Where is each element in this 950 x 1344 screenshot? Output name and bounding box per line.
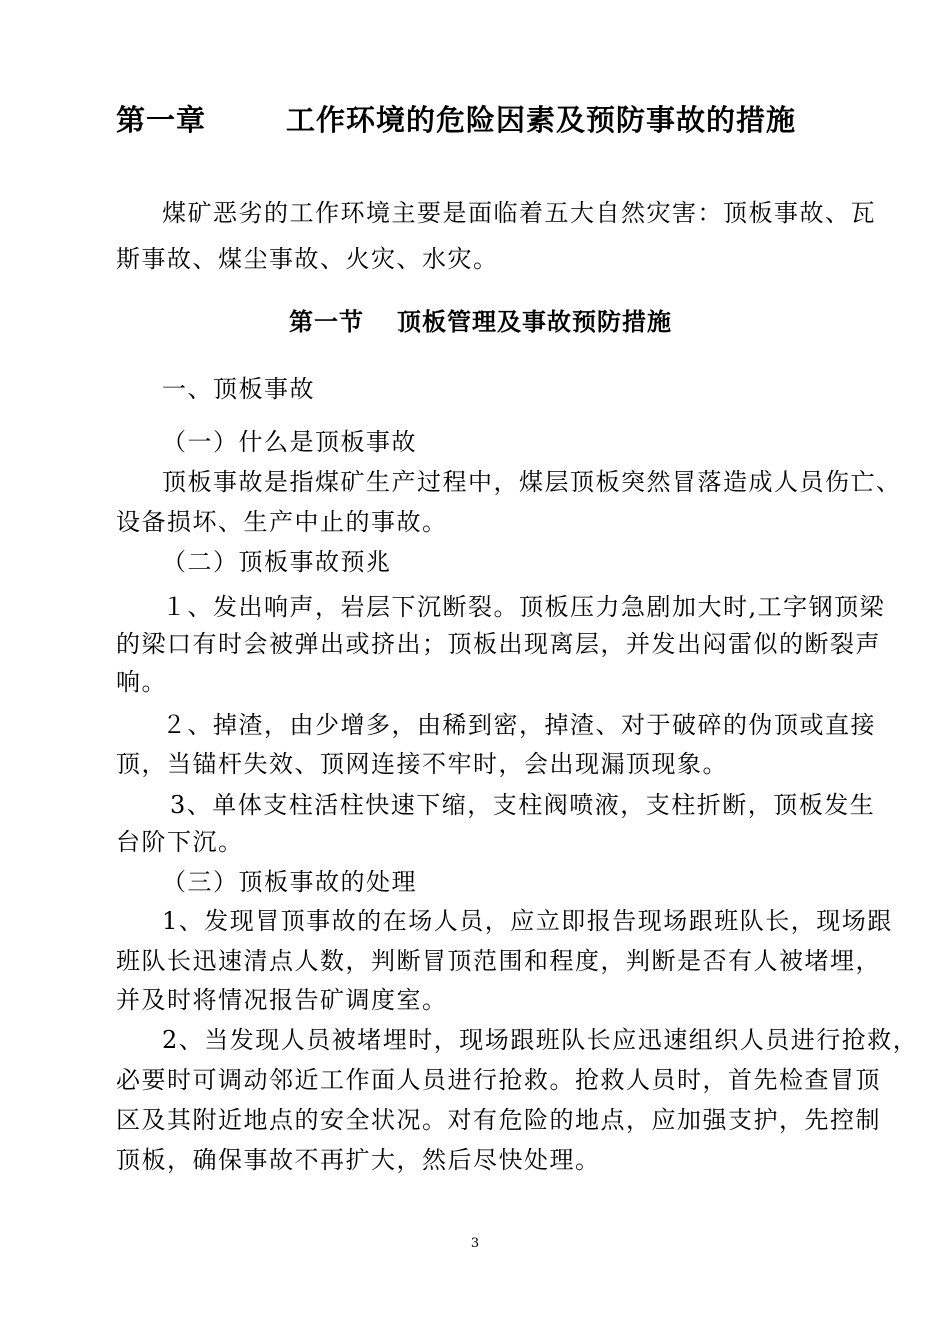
subheading-handling: （三）顶板事故的处理 xyxy=(162,868,417,896)
sign3-line-1: 3、单体支柱活柱快速下缩，支柱阀喷液，支柱折断，顶板发生 xyxy=(170,791,876,819)
chapter-title: 工作环境的危险因素及预防事故的措施 xyxy=(286,103,797,137)
heading-roof-accident: 一、顶板事故 xyxy=(162,375,315,403)
handling2-line-1: 2、当发现人员被堵埋时，现场跟班队长应迅速组织人员进行抢救， xyxy=(162,1026,919,1054)
sign1-line-2: 的梁口有时会被弹出或挤出；顶板出现离层，并发出闷雷似的断裂声 xyxy=(116,630,881,658)
handling2-line-2: 必要时可调动邻近工作面人员进行抢救。抢救人员时，首先检查冒顶 xyxy=(116,1066,881,1094)
subheading-what-is: （一）什么是顶板事故 xyxy=(162,428,417,456)
subheading-signs: （二）顶板事故预兆 xyxy=(162,548,392,576)
chapter-number: 第一章 xyxy=(116,103,207,137)
intro-line-2: 斯事故、煤尘事故、火灾、水灾。 xyxy=(116,245,499,273)
definition-line-1: 顶板事故是指煤矿生产过程中，煤层顶板突然冒落造成人员伤亡、 xyxy=(162,468,902,496)
sign2-line-2: 顶，当锚杆失效、顶网连接不牢时，会出现漏顶现象。 xyxy=(116,750,728,778)
definition-line-2: 设备损坏、生产中止的事故。 xyxy=(116,508,448,536)
sign2-line-1: ２、掉渣，由少增多，由稀到密，掉渣、对于破碎的伪顶或直接 xyxy=(162,711,876,739)
chapter-heading xyxy=(116,100,797,140)
handling2-line-4: 顶板，确保事故不再扩大，然后尽快处理。 xyxy=(116,1146,601,1174)
sign1-line-1: １、发出响声，岩层下沉断裂。顶板压力急剧加大时,工字钢顶梁 xyxy=(162,593,886,621)
section-title: 顶板管理及事故预防措施 xyxy=(397,307,672,336)
intro-line-1: 煤矿恶劣的工作环境主要是面临着五大自然灾害：顶板事故、瓦 xyxy=(162,199,876,227)
handling1-line-1: 1、发现冒顶事故的在场人员，应立即报告现场跟班队长，现场跟 xyxy=(162,907,893,935)
handling2-line-3: 区及其附近地点的安全状况。对有危险的地点，应加强支护，先控制 xyxy=(116,1106,881,1134)
sign1-line-3: 响。 xyxy=(116,668,167,696)
section-number: 第一节 xyxy=(289,307,364,336)
handling1-line-2: 班队长迅速清点人数，判断冒顶范围和程度，判断是否有人被堵埋， xyxy=(116,947,881,975)
page-number: 3 xyxy=(470,1236,480,1251)
sign3-line-2: 台阶下沉。 xyxy=(116,828,244,856)
section-heading xyxy=(289,306,672,338)
handling1-line-3: 并及时将情况报告矿调度室。 xyxy=(116,986,448,1014)
